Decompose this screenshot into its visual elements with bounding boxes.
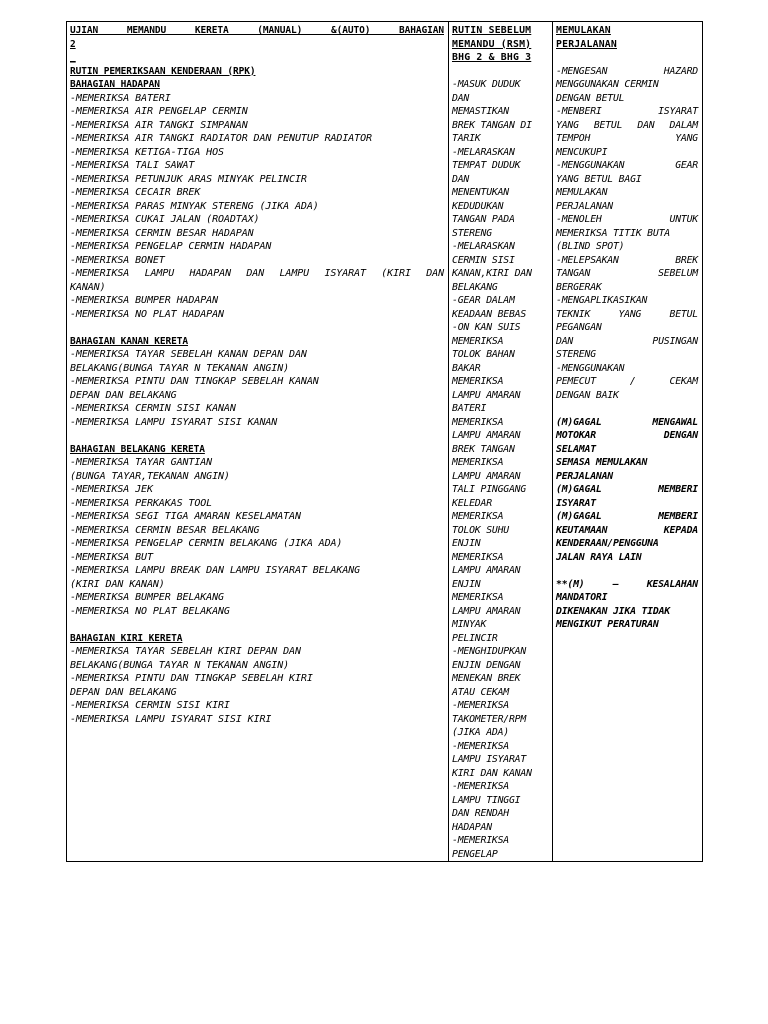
- check-item: -MEMERIKSA JEK: [70, 484, 153, 495]
- rsm-item-line: LAMPU AMARAN: [452, 430, 521, 441]
- check-item: -MEMERIKSA CERMIN SISI KIRI: [70, 700, 230, 711]
- memulakan-item-line: -MELEPSAKAN BREK: [556, 254, 698, 266]
- mandatory-note-line: SEMASA MEMULAKAN: [556, 457, 648, 468]
- check-item: -MEMERIKSA TAYAR GANTIAN: [70, 457, 213, 468]
- rsm-list: [452, 65, 550, 862]
- rsm-item-line: MINYAK: [452, 619, 487, 630]
- check-item: -MEMERIKSA LAMPU ISYARAT SISI KIRI: [70, 713, 272, 725]
- rsm-item-line: ENJIN DENGAN: [452, 659, 521, 671]
- rsm-item-line: KEDUDUKAN: [452, 200, 504, 212]
- memulakan-item-line: -MENGESAN HAZARD: [556, 65, 698, 77]
- rsm-item-line: -MEMERIKSA: [452, 835, 509, 846]
- rsm-item-line: ATAU CEKAM: [452, 686, 509, 698]
- mandatory-note-line: DIKENAKAN JIKA TIDAK: [556, 605, 670, 617]
- check-item: -MEMERIKSA BONET: [70, 254, 165, 266]
- memulakan-item-line: -MENGAPLIKASIKAN: [556, 295, 648, 306]
- check-item: -MEMERIKSA KETIGA-TIGA HOS: [70, 146, 224, 158]
- mandatory-note-line: PERJALANAN: [556, 470, 613, 482]
- rsm-item-line: BREK TANGAN: [452, 443, 515, 455]
- check-item: -MEMERIKSA TAYAR SEBELAH KIRI DEPAN DAN: [70, 646, 301, 657]
- column-rpk: [67, 22, 449, 861]
- rsm-item-line: KIRI DAN KANAN: [452, 767, 532, 779]
- memulakan-item-line: [556, 51, 698, 65]
- check-item: -MEMERIKSA LAMPU BREAK DAN LAMPU ISYARAT BELAKANG: [70, 565, 361, 576]
- mandatory-note-line: **(M) – KESALAHAN: [556, 578, 698, 590]
- mandatory-note-line: MANDATORI: [556, 592, 608, 603]
- memulakan-item-line: DENGAN BETUL: [556, 92, 625, 104]
- spacer: [556, 402, 698, 416]
- memulakan-item-line: PEMECUT / CEKAM: [556, 376, 698, 387]
- rsm-item-line: MEMERIKSA: [452, 457, 504, 468]
- section-heading: BAHAGIAN BELAKANG KERETA: [70, 443, 205, 455]
- memulakan-item-line: MEMULAKAN: [556, 187, 608, 198]
- check-item: DEPAN DAN BELAKANG: [70, 389, 177, 401]
- rsm-item-line: -MEMERIKSA: [452, 781, 509, 792]
- rsm-item-line: DAN: [452, 92, 470, 104]
- column-memulakan: [553, 22, 702, 861]
- memulakan-item-line: MEMERIKSA TITIK BUTA: [556, 227, 670, 239]
- rsm-item-line: HADAPAN: [452, 821, 492, 833]
- rsm-item-line: LAMPU AMARAN: [452, 389, 521, 401]
- check-item: -MEMERIKSA CERMIN BESAR HADAPAN: [70, 227, 254, 239]
- section-spacer: [70, 429, 444, 443]
- check-item: -MEMERIKSA PINTU DAN TINGKAP SEBELAH KIRI: [70, 673, 313, 684]
- check-item: -MEMERIKSA BUT: [70, 551, 153, 563]
- rsm-item-line: KELEDAR: [452, 497, 492, 509]
- rsm-item-line: -MASUK DUDUK: [452, 79, 521, 90]
- rsm-item-line: ENJIN: [452, 538, 481, 549]
- check-item: -MEMERIKSA PINTU DAN TINGKAP SEBELAH KANAN: [70, 376, 319, 387]
- rsm-item-line: BAKAR: [452, 362, 481, 374]
- memulakan-item-line: DAN PUSINGAN: [556, 335, 698, 347]
- rsm-item-line: [452, 65, 550, 79]
- rsm-item-line: -MELARASKAN: [452, 241, 515, 252]
- rsm-item-line: MENENTUKAN: [452, 187, 509, 198]
- rsm-item-line: MEMERIKSA: [452, 551, 504, 563]
- rsm-heading-line: RUTIN SEBELUM: [452, 25, 532, 36]
- rsm-item-line: BELAKANG: [452, 281, 498, 293]
- rsm-item-line: LAMPU TINGGI: [452, 794, 521, 806]
- rsm-item-line: BREK TANGAN DI: [452, 119, 532, 131]
- rsm-item-line: MEMERIKSA: [452, 416, 504, 428]
- check-item: DEPAN DAN BELAKANG: [70, 686, 177, 698]
- memulakan-item-line: -MENOLEH UNTUK: [556, 214, 698, 225]
- rsm-item-line: TALI PINGGANG: [452, 484, 527, 495]
- check-item: -MEMERIKSA BUMPER HADAPAN: [70, 295, 219, 306]
- rsm-item-line: STERENG: [452, 227, 492, 239]
- mandatory-note-line: [556, 564, 698, 578]
- memulakan-item-line: DENGAN BAIK: [556, 389, 619, 401]
- rsm-item-line: PENGELAP: [452, 848, 498, 860]
- memulakan-item-line: BERGERAK: [556, 281, 602, 293]
- check-item: -MEMERIKSA AIR PENGELAP CERMIN: [70, 106, 248, 117]
- check-item: -MEMERIKSA TAYAR SEBELAH KANAN DEPAN DAN: [70, 349, 307, 360]
- memulakan-item-line: STERENG: [556, 349, 596, 360]
- rsm-heading-line: BHG 2 & BHG 3: [452, 52, 532, 63]
- rsm-item-line: -MELARASKAN: [452, 146, 515, 158]
- check-item: KANAN): [70, 281, 106, 293]
- check-item: -MEMERIKSA PERKAKAS TOOL: [70, 497, 213, 509]
- mandatory-note-line: MENGIKUT PERATURAN: [556, 619, 659, 630]
- rsm-item-line: MENEKAN BREK: [452, 673, 521, 684]
- rsm-item-line: MEMERIKSA: [452, 511, 504, 522]
- rsm-item-line: KANAN,KIRI DAN: [452, 268, 532, 279]
- rsm-item-line: MEMASTIKAN: [452, 106, 509, 117]
- rsm-item-line: ENJIN: [452, 578, 481, 590]
- memulakan-item-line: (BLIND SPOT): [556, 241, 625, 252]
- rsm-item-line: -MENGHIDUPKAN: [452, 646, 527, 657]
- check-item: BELAKANG(BUNGA TAYAR N TEKANAN ANGIN): [70, 362, 290, 374]
- memulakan-list: [556, 51, 698, 402]
- check-item: -MEMERIKSA CECAIR BREK: [70, 187, 201, 198]
- section-heading: BAHAGIAN HADAPAN: [70, 79, 160, 90]
- rsm-item-line: -MEMERIKSA: [452, 740, 509, 752]
- section-heading: BAHAGIAN KANAN KERETA: [70, 335, 189, 347]
- document-title-part: 2: [70, 38, 76, 50]
- check-item: -MEMERIKSA TALI SAWAT: [70, 160, 195, 171]
- rpk-heading: RUTIN PEMERIKSAAN KENDERAAN (RPK): [70, 65, 256, 77]
- rsm-item-line: LAMPU AMARAN: [452, 565, 521, 576]
- memulakan-heading-line: PERJALANAN: [556, 38, 617, 50]
- mandatory-note-line: (M)GAGAL MENGAWAL: [556, 416, 698, 428]
- check-item: -MEMERIKSA PENGELAP CERMIN BELAKANG (JIKA ADA): [70, 538, 343, 549]
- memulakan-item-line: -MENGGUNAKAN GEAR: [556, 160, 698, 171]
- check-item: -MEMERIKSA BATERI: [70, 92, 171, 104]
- memulakan-item-line: MENGGUNAKAN CERMIN: [556, 79, 659, 90]
- check-item: -MEMERIKSA AIR TANGKI RADIATOR DAN PENUTUP RADIATOR: [70, 133, 372, 144]
- check-item: -MEMERIKSA CERMIN BESAR BELAKANG: [70, 524, 260, 536]
- memulakan-item-line: TANGAN SEBELUM: [556, 268, 698, 279]
- rsm-item-line: MEMERIKSA: [452, 335, 504, 347]
- check-item: -MEMERIKSA PARAS MINYAK STERENG (JIKA ADA): [70, 200, 319, 212]
- memulakan-item-line: -MENGGUNAKAN: [556, 362, 625, 374]
- rsm-item-line: MEMERIKSA: [452, 592, 504, 603]
- check-item: -MEMERIKSA AIR TANGKI SIMPANAN: [70, 119, 248, 131]
- rpk-sections: [70, 78, 444, 726]
- mandatory-note-line: JALAN RAYA LAIN: [556, 551, 642, 563]
- rsm-heading-line: MEMANDU (RSM): [452, 38, 532, 50]
- mandatory-note-line: KEUTAMAAN KEPADA: [556, 524, 698, 536]
- rsm-item-line: LAMPU ISYARAT: [452, 754, 527, 765]
- rsm-item-line: PELINCIR: [452, 632, 498, 644]
- rsm-item-line: -GEAR DALAM: [452, 295, 515, 306]
- check-item: (BUNGA TAYAR,TEKANAN ANGIN): [70, 470, 230, 482]
- check-item: -MEMERIKSA NO PLAT BELAKANG: [70, 605, 230, 617]
- memulakan-item-line: -MENBERI ISYARAT: [556, 106, 698, 117]
- section-spacer: [70, 321, 444, 335]
- rsm-item-line: TANGAN PADA: [452, 214, 515, 225]
- rsm-item-line: MEMERIKSA: [452, 376, 504, 387]
- rsm-item-line: TARIK: [452, 133, 481, 144]
- mandatory-note-line: (M)GAGAL MEMBERI: [556, 484, 698, 495]
- memulakan-item-line: TEMPOH YANG: [556, 133, 698, 144]
- mandatory-notes: [556, 416, 698, 632]
- memulakan-item-line: MENCUKUPI: [556, 146, 608, 158]
- rsm-item-line: TEMPAT DUDUK: [452, 160, 521, 171]
- column-rsm: [449, 22, 553, 861]
- document-title: UJIAN MEMANDU KERETA (MANUAL) &(AUTO) BAHAGIAN: [70, 25, 444, 36]
- rsm-item-line: BATERI: [452, 403, 487, 414]
- check-item: -MEMERIKSA SEGI TIGA AMARAN KESELAMATAN: [70, 511, 301, 522]
- rsm-item-line: DAN RENDAH: [452, 808, 509, 819]
- memulakan-item-line: PERJALANAN: [556, 200, 613, 212]
- check-item: -MEMERIKSA PETUNJUK ARAS MINYAK PELINCIR: [70, 173, 307, 185]
- check-item: -MEMERIKSA NO PLAT HADAPAN: [70, 308, 224, 320]
- rsm-item-line: KEADAAN BEBAS: [452, 308, 527, 320]
- check-item: -MEMERIKSA PENGELAP CERMIN HADAPAN: [70, 241, 272, 252]
- check-item: -MEMERIKSA LAMPU ISYARAT SISI KANAN: [70, 416, 278, 428]
- rsm-item-line: -MEMERIKSA: [452, 700, 509, 711]
- check-item: -MEMERIKSA BUMPER BELAKANG: [70, 592, 224, 603]
- check-item: -MEMERIKSA LAMPU HADAPAN DAN LAMPU ISYARAT (KIRI DAN: [70, 268, 444, 279]
- section-spacer: [70, 618, 444, 632]
- rsm-item-line: TOLOK BAHAN: [452, 349, 515, 360]
- memulakan-item-line: YANG BETUL DAN DALAM: [556, 119, 698, 131]
- section-heading: BAHAGIAN KIRI KERETA: [70, 632, 183, 644]
- mandatory-note-line: ISYARAT: [556, 497, 596, 509]
- rsm-item-line: DAN: [452, 173, 470, 185]
- mandatory-note-line: KENDERAAN/PENGGUNA: [556, 538, 659, 549]
- document-table: [66, 21, 703, 862]
- mandatory-note-line: (M)GAGAL MEMBERI: [556, 511, 698, 522]
- memulakan-heading-line: MEMULAKAN: [556, 25, 611, 36]
- check-item: (KIRI DAN KANAN): [70, 578, 165, 590]
- rsm-item-line: LAMPU AMARAN: [452, 470, 521, 482]
- check-item: BELAKANG(BUNGA TAYAR N TEKANAN ANGIN): [70, 659, 290, 671]
- check-item: -MEMERIKSA CUKAI JALAN (ROADTAX): [70, 214, 260, 225]
- rsm-item-line: LAMPU AMARAN: [452, 605, 521, 617]
- check-item: -MEMERIKSA CERMIN SISI KANAN: [70, 403, 236, 414]
- rsm-item-line: -ON KAN SUIS: [452, 322, 521, 333]
- mandatory-note-line: SELAMAT: [556, 443, 596, 455]
- mandatory-note-line: MOTOKAR DENGAN: [556, 430, 698, 441]
- memulakan-item-line: TEKNIK YANG BETUL: [556, 308, 698, 320]
- memulakan-item-line: YANG BETUL BAGI: [556, 173, 642, 185]
- document-title-underscore: _: [70, 52, 76, 63]
- memulakan-item-line: PEGANGAN: [556, 322, 602, 333]
- rsm-item-line: (JIKA ADA): [452, 727, 509, 738]
- rsm-item-line: TOLOK SUHU: [452, 524, 509, 536]
- rsm-item-line: TAKOMETER/RPM: [452, 713, 527, 725]
- rsm-item-line: CERMIN SISI: [452, 254, 515, 266]
